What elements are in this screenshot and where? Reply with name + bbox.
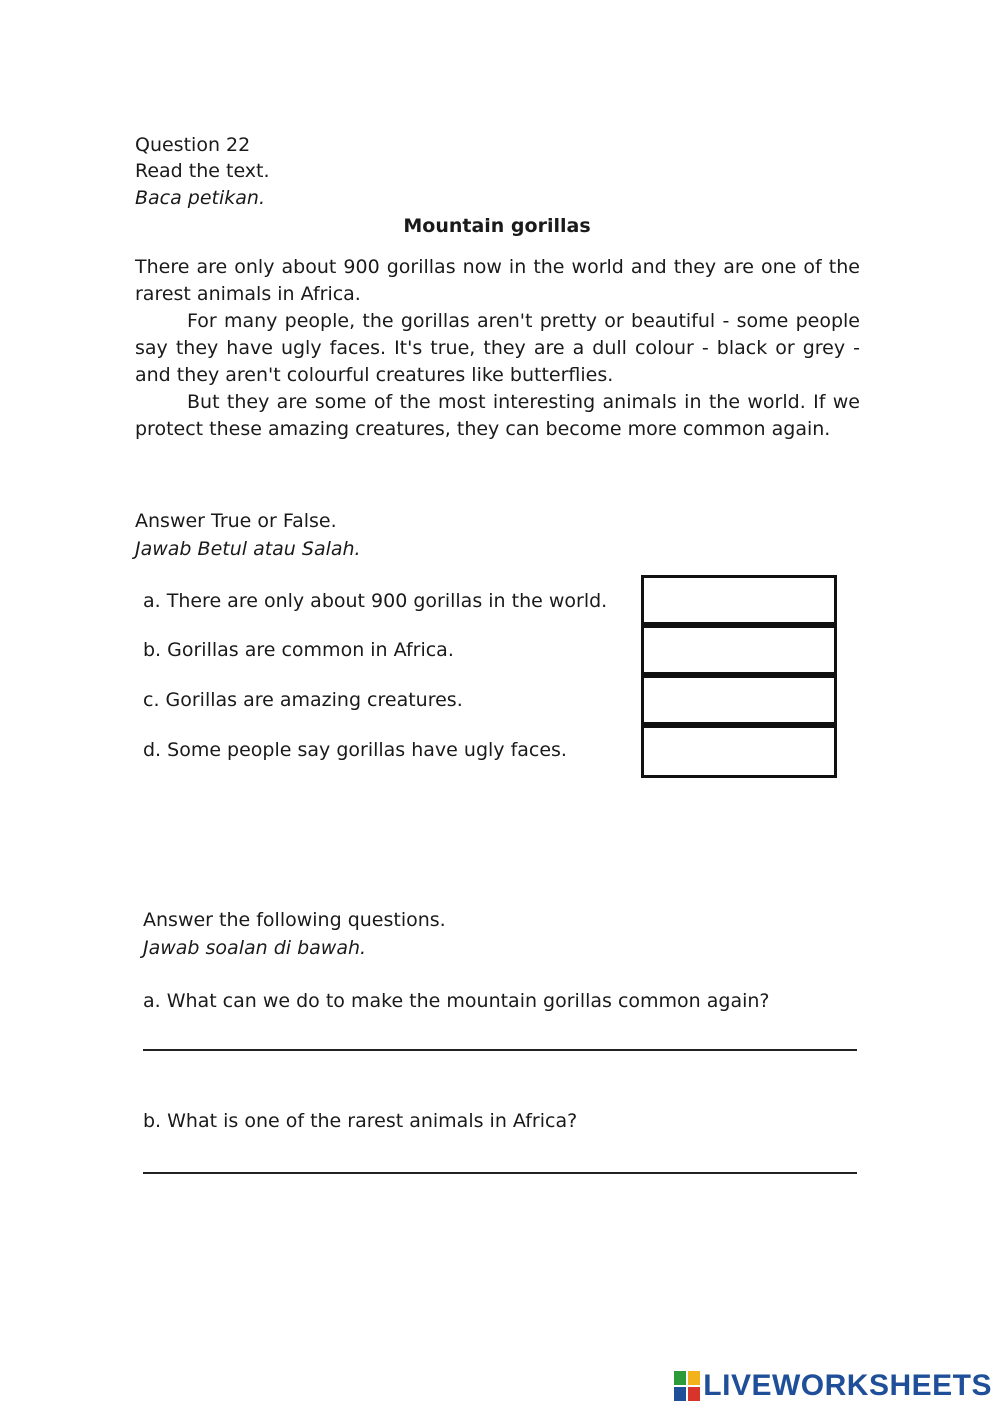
passage-title: Mountain gorillas <box>403 215 591 237</box>
question-b: b. What is one of the rarest animals in Africa? <box>143 1110 578 1132</box>
answer-line-a[interactable] <box>143 1049 857 1051</box>
tf-statement-d: d. Some people say gorillas have ugly faces. <box>143 739 567 761</box>
tf-instruction: Answer True or False. <box>135 510 337 532</box>
tf-statement-c: c. Gorillas are amazing creatures. <box>143 689 463 711</box>
passage-paragraph-1: There are only about 900 gorillas now in the world and they are one of the rarest animals in Africa. <box>135 256 860 305</box>
instruction-read-malay: Baca petikan. <box>135 187 266 209</box>
tf-answer-box-d[interactable] <box>641 725 837 778</box>
passage-paragraph-3: But they are some of the most interesting animals in the world. If we protect these amazing creatures, they can become more common again. <box>135 391 860 440</box>
passage-paragraph-2: For many people, the gorillas aren't pretty or beautiful - some people say they have ugly faces. It's true, they are a dull colour - black or grey - and they aren't colourful creatures like butterflies. <box>135 310 860 386</box>
logo-text: LIVEWORKSHEETS <box>703 1369 992 1402</box>
questions-instruction-malay: Jawab soalan di bawah. <box>143 937 367 959</box>
tf-statement-a: a. There are only about 900 gorillas in the world. <box>143 590 608 612</box>
tf-answer-box-a[interactable] <box>641 575 837 625</box>
liveworksheets-logo <box>674 1369 992 1403</box>
tf-statement-b: b. Gorillas are common in Africa. <box>143 639 454 661</box>
tf-instruction-malay: Jawab Betul atau Salah. <box>135 538 361 560</box>
tf-answer-box-c[interactable] <box>641 675 837 725</box>
questions-instruction: Answer the following questions. <box>143 909 446 931</box>
question-a: a. What can we do to make the mountain gorillas common again? <box>143 990 770 1012</box>
instruction-read: Read the text. <box>135 160 270 182</box>
tf-answer-box-b[interactable] <box>641 625 837 675</box>
answer-line-b[interactable] <box>143 1172 857 1174</box>
question-number: Question 22 <box>135 134 251 156</box>
logo-icon <box>674 1371 700 1401</box>
